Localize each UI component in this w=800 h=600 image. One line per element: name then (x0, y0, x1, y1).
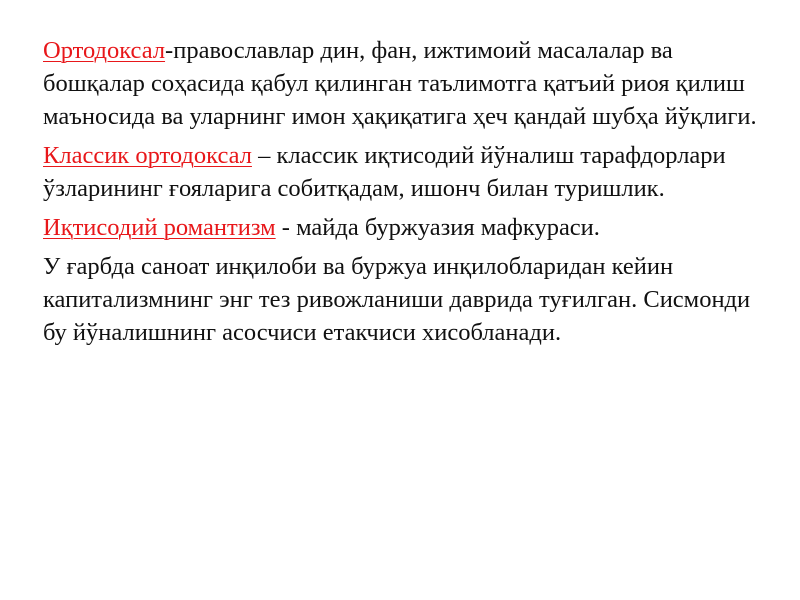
term-link-orthodox[interactable]: Ортодоксал (43, 37, 166, 64)
term-link-classic-orthodox[interactable]: Классик ортодоксал (43, 142, 252, 169)
paragraph-origin-text: У ғарбда саноат инқилоби ва буржуа инқилобларидан кейин капитализмнинг энг тез ривожланиши даврида туғилган. Сисмонди бу йўналишнинг асосчиси етакчиси хисобланади. (43, 253, 751, 346)
paragraph-origin (43, 250, 760, 349)
paragraph-classic-orthodox-text: – классик иқтисодий йўналиш тарафдорлари ўзларининг ғояларига собитқадам, ишонч билан туришлик. (43, 142, 726, 202)
term-link-economic-romanticism[interactable]: Иқтисодий романтизм (43, 214, 276, 241)
paragraph-economic-romanticism (43, 211, 760, 244)
paragraph-economic-romanticism-text: - майда буржуазия мафкураси. (275, 214, 600, 241)
paragraph-classic-orthodox (43, 139, 760, 205)
paragraph-orthodox (43, 34, 760, 133)
paragraph-orthodox-text: -православлар дин, фан, ижтимоий масалалар ва бошқалар соҳасида қабул қилинган таълимотга қатъий риоя қилиш маъносида ва уларнинг имон ҳақиқатига ҳеч қандай шубҳа йўқлиги. (43, 37, 757, 130)
